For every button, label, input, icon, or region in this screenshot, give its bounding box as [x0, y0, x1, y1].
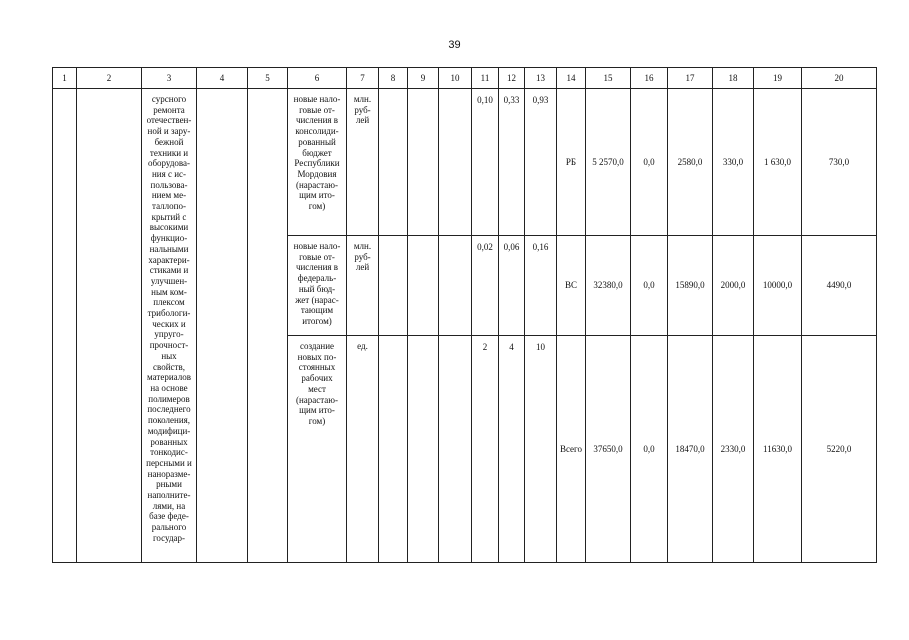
value-col-13: 0,93	[532, 95, 549, 105]
cell-col-15: 37650,0	[586, 336, 631, 563]
cell-col-12	[499, 336, 525, 563]
cell-col-18: 2000,0	[713, 236, 754, 336]
value-col-13: 10	[536, 342, 545, 352]
indicator-text: новые нало- говые от- числения в федераль- ный бюд- жет (нарас- тающим итогом)	[293, 241, 341, 326]
table-row	[53, 89, 877, 236]
cell-col-8	[379, 236, 408, 336]
cell-col-16: 0,0	[631, 236, 668, 336]
cell-source: Всего	[557, 336, 586, 563]
cell-col-20: 5220,0	[802, 336, 877, 563]
cell-col-11	[472, 336, 499, 563]
col-header-17: 17	[668, 68, 713, 89]
cell-col-16: 0,0	[631, 336, 668, 563]
cell-col-9	[408, 236, 439, 336]
cell-col-8	[379, 89, 408, 236]
cell-col-17: 18470,0	[668, 336, 713, 563]
cell-col-10	[439, 236, 472, 336]
cell-col-4	[197, 89, 248, 563]
cell-col-19: 1 630,0	[754, 89, 802, 236]
description-text: сурсного ремонта отечествен- ной и зару- бежной техники и оборудова- ния с ис- пользова- нием ме- таллопо- крытий с высокими функцио- нальными характери- стиками и улучшен- ным ком- плексом трибологи- ческих и упруго- прочност- ных свойств, материалов на основе полимеров последнего поколения, модифици- рованных тонкодис- персными и наноразме- рными наполните- лями, на базе феде- рального государ-	[146, 94, 192, 543]
value-col-11: 2	[482, 342, 488, 352]
cell-col-16: 0,0	[631, 89, 668, 236]
col-header-11: 11	[472, 68, 499, 89]
cell-unit	[347, 236, 379, 336]
cell-unit	[347, 336, 379, 563]
col-header-6: 6	[288, 68, 347, 89]
cell-col-17: 15890,0	[668, 236, 713, 336]
cell-col-3-description	[142, 89, 197, 563]
col-header-20: 20	[802, 68, 877, 89]
col-header-2: 2	[77, 68, 142, 89]
col-header-8: 8	[379, 68, 408, 89]
col-header-18: 18	[713, 68, 754, 89]
value-col-13: 0,16	[532, 242, 549, 252]
unit-text: млн. руб- лей	[353, 94, 372, 126]
cell-col-20: 4490,0	[802, 236, 877, 336]
col-header-13: 13	[525, 68, 557, 89]
program-table	[52, 67, 877, 563]
col-header-16: 16	[631, 68, 668, 89]
col-header-14: 14	[557, 68, 586, 89]
cell-col-18: 2330,0	[713, 336, 754, 563]
page-number: 39	[448, 39, 461, 51]
col-header-4: 4	[197, 68, 248, 89]
col-header-15: 15	[586, 68, 631, 89]
column-header-row	[53, 68, 877, 89]
cell-source: ВС	[557, 236, 586, 336]
unit-text: ед.	[357, 341, 368, 351]
cell-col-13	[525, 236, 557, 336]
indicator-text: новые нало- говые от- числения в консолиди- рованный бюджет Республики Мордовия (нарастаю- щим ито- гом)	[293, 94, 341, 212]
col-header-10: 10	[439, 68, 472, 89]
cell-col-9	[408, 89, 439, 236]
cell-col-20: 730,0	[802, 89, 877, 236]
col-header-5: 5	[248, 68, 288, 89]
cell-col-5	[248, 89, 288, 563]
col-header-12: 12	[499, 68, 525, 89]
cell-indicator	[288, 89, 347, 236]
col-header-9: 9	[408, 68, 439, 89]
cell-col-11	[472, 236, 499, 336]
cell-col-10	[439, 89, 472, 236]
cell-col-2	[77, 89, 142, 563]
cell-col-10	[439, 336, 472, 563]
cell-source: РБ	[557, 89, 586, 236]
col-header-1: 1	[53, 68, 77, 89]
cell-col-15: 32380,0	[586, 236, 631, 336]
col-header-3: 3	[142, 68, 197, 89]
cell-col-18: 330,0	[713, 89, 754, 236]
value-col-12: 0,33	[503, 95, 520, 105]
cell-col-13	[525, 89, 557, 236]
cell-unit	[347, 89, 379, 236]
indicator-text: создание новых по- стоянных рабочих мест (нарастаю- щим ито- гом)	[295, 341, 339, 426]
cell-col-17: 2580,0	[668, 89, 713, 236]
cell-col-8	[379, 336, 408, 563]
cell-col-19: 10000,0	[754, 236, 802, 336]
value-col-11: 0,10	[477, 95, 493, 105]
cell-indicator	[288, 236, 347, 336]
cell-indicator	[288, 336, 347, 563]
cell-col-13	[525, 336, 557, 563]
cell-col-11	[472, 89, 499, 236]
cell-col-12	[499, 236, 525, 336]
col-header-19: 19	[754, 68, 802, 89]
cell-col-9	[408, 336, 439, 563]
value-col-11: 0,02	[477, 242, 493, 252]
value-col-12: 4	[509, 342, 514, 352]
unit-text: млн. руб- лей	[353, 241, 372, 273]
cell-col-12	[499, 89, 525, 236]
cell-col-19: 11630,0	[754, 336, 802, 563]
value-col-12: 0,06	[503, 242, 520, 252]
col-header-7: 7	[347, 68, 379, 89]
cell-col-15: 5 2570,0	[586, 89, 631, 236]
cell-col-1	[53, 89, 77, 563]
